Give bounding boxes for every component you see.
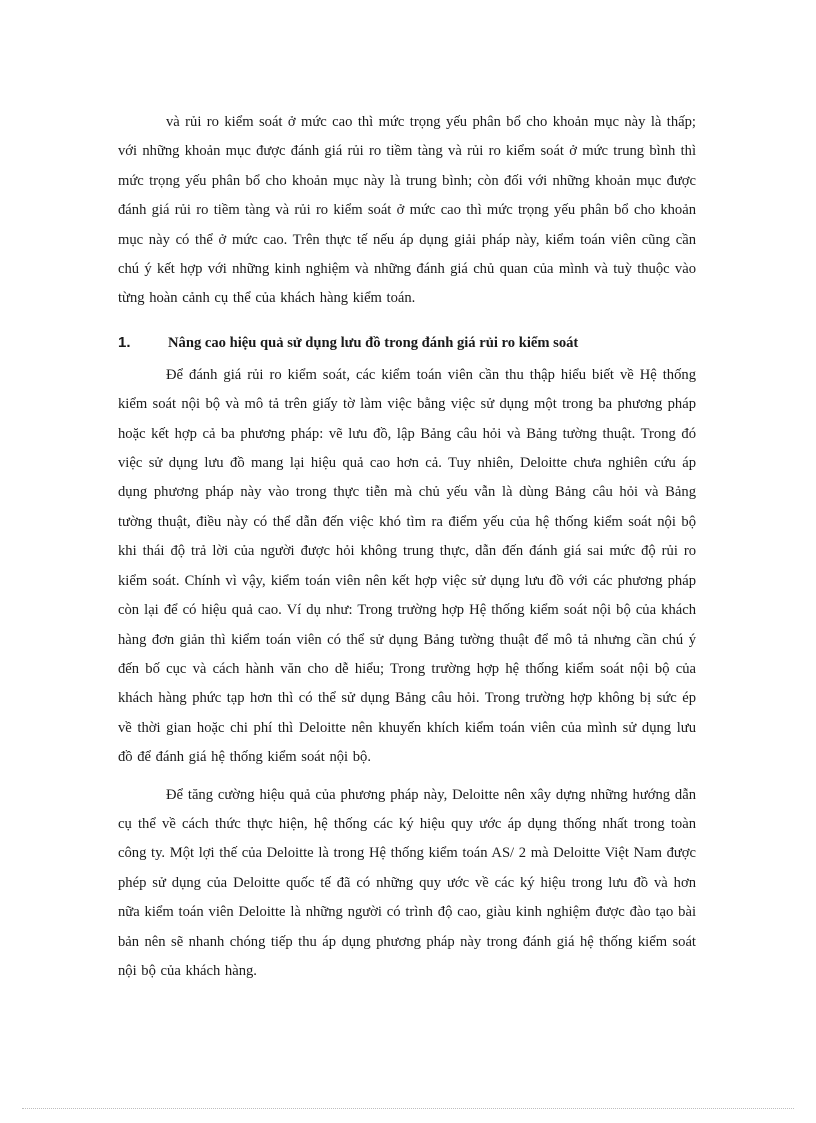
paragraph-gap xyxy=(118,773,696,781)
footer-dotted-rule xyxy=(22,1108,794,1109)
document-page xyxy=(118,108,696,986)
paragraph-2: Để đánh giá rủi ro kiểm soát, các kiểm toán viên cần thu thập hiểu biết về Hệ thống kiểm soát nội bộ và mô tả trên giấy tờ làm việc bằng việc sử dụng một trong ba phương pháp hoặc kết hợp cả ba phương pháp: vẽ lưu đồ, lập Bảng câu hỏi và Bảng tường thuật. Trong đó việc sử dụng lưu đồ mang lại hiệu quả cao hơn cả. Tuy nhiên, Deloitte chưa nghiên cứu áp dụng phương pháp này vào trong thực tiễn mà chủ yếu vẫn là dùng Bảng câu hỏi và Bảng tường thuật, điều này có thể dẫn đến việc khó tìm ra điểm yếu của hệ thống kiểm soát nội bộ khi thái độ trả lời của người được hỏi không trung thực, dẫn đến đánh giá sai mức độ rủi ro kiểm soát. Chính vì vậy, kiểm toán viên nên kết hợp việc sử dụng lưu đồ với các phương pháp còn lại để có hiệu quả cao. Ví dụ như: Trong trường hợp Hệ thống kiểm soát nội bộ của khách hàng đơn giản thì kiểm toán viên có thể sử dụng Bảng tường thuật để mô tả nhưng cần chú ý đến bố cục và cách hành văn cho dễ hiểu; Trong trường hợp hệ thống kiểm soát nội bộ của khách hàng phức tạp hơn thì có thể sử dụng Bảng câu hỏi. Trong trường hợp không bị sức ép về thời gian hoặc chi phí thì Deloitte nên khuyến khích kiểm toán viên của mình sử dụng lưu đồ để đánh giá hệ thống kiểm soát nội bộ. xyxy=(118,366,696,766)
section-heading xyxy=(118,331,696,355)
section-number: 1. xyxy=(118,333,131,351)
paragraph-3: Để tăng cường hiệu quả của phương pháp này, Deloitte nên xây dựng những hướng dẫn cụ thể về cách thức thực hiện, hệ thống các ký hiệu quy ước áp dụng thống nhất trong toàn công ty. Một lợi thế của Deloitte là trong Hệ thống kiểm toán AS/ 2 mà Deloitte Việt Nam được phép sử dụng của Deloitte quốc tế đã có những quy ước về các ký hiệu trong lưu đồ và hơn nữa kiểm toán viên Deloitte là những người có trình độ cao, giàu kinh nghiệm được đào tạo bài bản nên sẽ nhanh chóng tiếp thu áp dụng phương pháp này trong đánh giá hệ thống kiểm soát nội bộ của khách hàng. xyxy=(118,786,696,979)
paragraph-1: và rủi ro kiểm soát ở mức cao thì mức trọng yếu phân bổ cho khoản mục này là thấp; với những khoản mục được đánh giá rủi ro tiềm tàng và rủi ro kiểm soát ở mức trung bình thì mức trọng yếu phân bổ cho khoản mục này là trung bình; còn đối với những khoản mục được đánh giá rủi ro tiềm tàng và rủi ro kiểm soát ở mức cao thì mức trọng yếu phân bổ cho khoản mục này có thể ở mức cao. Trên thực tế nếu áp dụng giải pháp này, kiểm toán viên cũng cần chú ý kết hợp với những kinh nghiệm và những đánh giá chủ quan của mình và tuỳ thuộc vào từng hoàn cảnh cụ thể của khách hàng kiểm toán. xyxy=(118,114,696,307)
section-title: Nâng cao hiệu quả sử dụng lưu đồ trong đánh giá rủi ro kiểm soát xyxy=(168,334,579,351)
